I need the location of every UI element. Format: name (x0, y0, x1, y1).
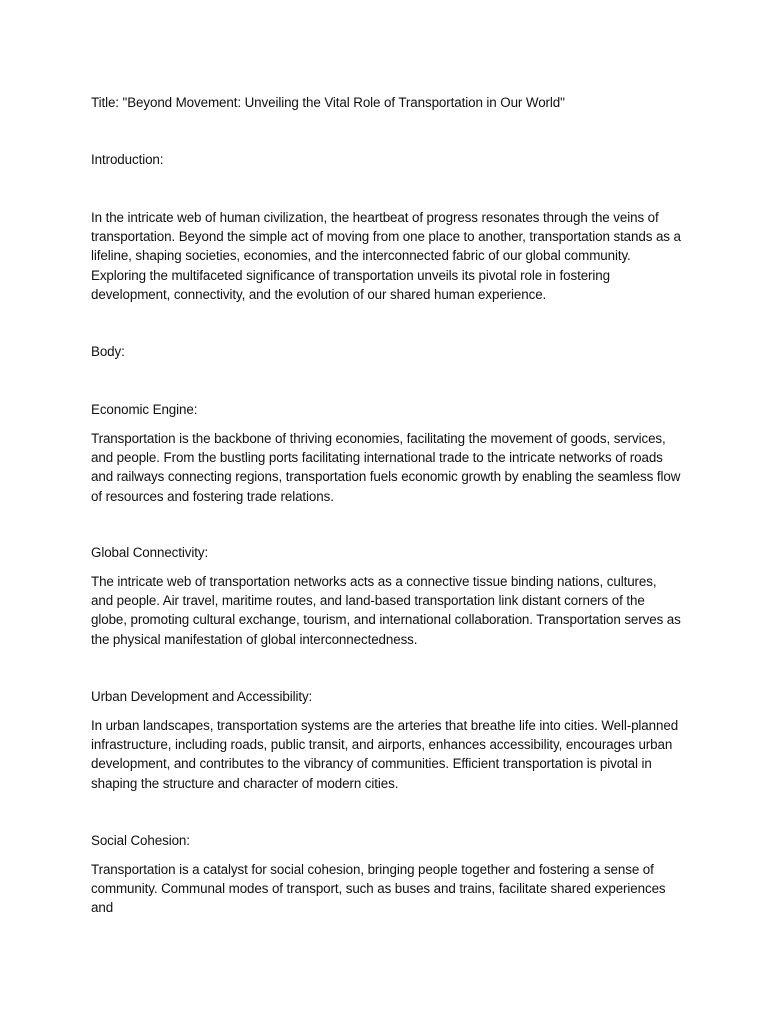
section-heading-global-connectivity: Global Connectivity: (91, 545, 209, 560)
section-paragraph-economic-engine: Transportation is the backbone of thriving economies, facilitating the movement of goods, services, and people. From the bustling ports facilitating international trade to the intricate networks of roads and railways connecting regions, transportation fuels economic growth by enabling the seamless flow of resources and fostering trade relations. (91, 431, 681, 504)
document-title: Title: "Beyond Movement: Unveiling the Vital Role of Transportation in Our World" (91, 95, 565, 110)
section-paragraph-urban-development: In urban landscapes, transportation systems are the arteries that breathe life into cities. Well-planned infrastructure, including roads, public transit, and airports, enhances accessibility, encourages urban development, and contributes to the vibrancy of communities. Efficient transportation is pivotal in shaping the structure and character of modern cities. (91, 718, 679, 791)
section-paragraph-social-cohesion: Transportation is a catalyst for social cohesion, bringing people together and fostering a sense of community. Communal modes of transport, such as buses and trains, facilitate shared experiences and (91, 862, 666, 916)
section-heading-social-cohesion: Social Cohesion: (91, 833, 190, 848)
section-heading-economic-engine: Economic Engine: (91, 402, 198, 417)
introduction-heading: Introduction: (91, 152, 164, 167)
introduction-paragraph: In the intricate web of human civilization, the heartbeat of progress resonates through the veins of transportation. Beyond the simple act of moving from one place to another, transportation stands as a lifeline, shaping societies, economies, and the interconnected fabric of our global community. Exploring the multifaceted significance of transportation unveils its pivotal role in fostering development, connectivity, and the evolution of our shared human experience. (91, 210, 681, 302)
body-heading: Body: (91, 344, 125, 359)
section-paragraph-global-connectivity: The intricate web of transportation networks acts as a connective tissue binding nations, cultures, and people. Air travel, maritime routes, and land-based transportation link distant corners of the globe, promoting cultural exchange, tourism, and international collaboration. Transportation serves as the physical manifestation of global interconnectedness. (91, 574, 681, 647)
section-heading-urban-development: Urban Development and Accessibility: (91, 689, 313, 704)
